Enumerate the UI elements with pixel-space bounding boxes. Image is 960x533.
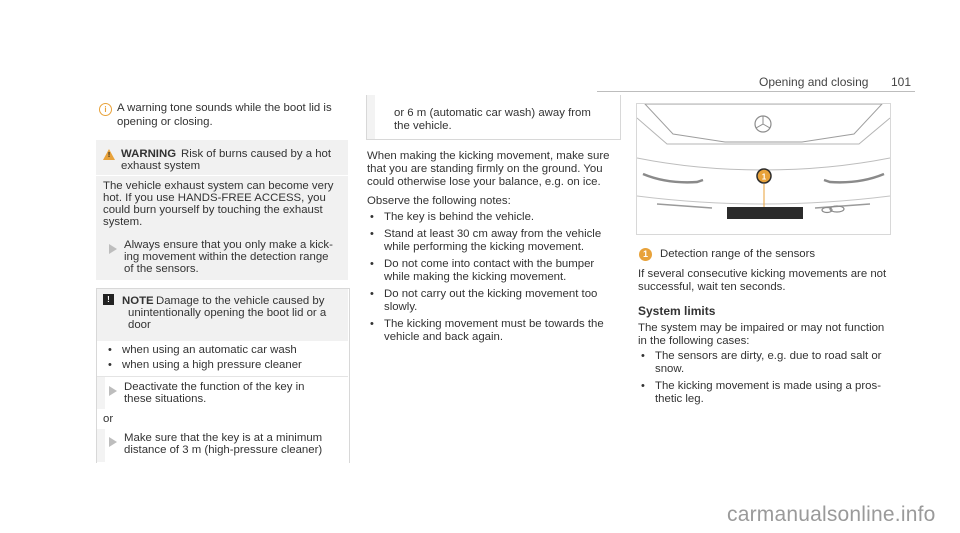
warning-title-2: exhaust system [121,160,201,172]
figure-frame [636,103,891,235]
bullet-dot: • [370,318,374,330]
warning-body-3: could burn yourself by touching the exhaust [103,204,323,216]
action-arrow-icon [109,437,117,447]
notice-action-2d: the vehicle. [394,120,452,132]
bullet-dot: • [370,228,374,240]
warning-label: WARNING [121,148,177,160]
notice-or: or [103,413,114,425]
middle-para-2: that you are standing firmly on the ground. You [367,163,603,175]
warning-title-1: Risk of burns caused by a hot [181,148,332,160]
right-para-2a: The system may be impaired or may not function [638,322,885,334]
warning-action-1: Always ensure that you only make a kick- [124,239,333,251]
right-para-2b: in the following cases: [638,335,750,347]
list-item [370,211,615,224]
notice-bullet-1-text: when using an automatic car wash [122,344,297,356]
action-arrow-icon [109,244,117,254]
list-item-text: The sensors are dirty, e.g. due to road salt or [655,350,882,362]
notice-inner-divider [97,376,348,377]
list-item [370,258,615,285]
list-item-text: The kicking movement must be towards the [384,318,604,330]
list-item [370,228,615,255]
list-item-text: The kicking movement is made using a pros- [655,380,882,392]
bullet-dot: • [108,344,112,356]
list-item-text: The key is behind the vehicle. [384,211,535,223]
warning-action-2: ing movement within the detection range [124,251,329,263]
list-item [370,318,615,345]
list-item-text: vehicle and back again. [384,331,504,344]
info-note-line-2: opening or closing. [117,116,213,128]
list-item-text: thetic leg. [655,393,704,406]
notice-label: NOTE [122,295,154,307]
notice-action-band-3 [367,95,375,139]
list-item [641,350,891,377]
notice-exclamation-icon: ! [103,294,114,305]
watermark-link[interactable]: carmanualsonline.info [727,503,936,526]
warning-body-2: hot. If you use HANDS-FREE ACCESS, you [103,192,326,204]
notice-action-2c: or 6 m (automatic car wash) away from [394,107,591,119]
figure-caption: Detection range of the sensors [660,248,816,260]
warning-exclamation: ! [107,152,111,159]
bullet-dot: • [641,350,645,362]
right-para-1b: successful, wait ten seconds. [638,281,786,293]
bullet-dot: • [108,359,112,371]
system-limits-heading: System limits [638,304,716,318]
bullet-dot: • [370,288,374,300]
list-item-text: while performing the kicking movement. [384,241,585,254]
list-item-text: Do not carry out the kicking movement too [384,288,598,300]
info-icon: i [99,103,112,116]
car-rear-illustration [637,104,890,234]
figure-callout-number: 1 [761,172,767,182]
list-item-text: slowly. [384,301,418,314]
notice-action-band-2 [97,429,105,462]
bullet-dot: • [370,211,374,223]
observe-line: Observe the following notes: [367,195,511,207]
notice-bullet-1 [108,344,338,357]
middle-para-3: could otherwise lose your balance, e.g. on ice. [367,176,601,188]
bullet-dot: • [641,380,645,392]
page-number: 101 [891,75,912,89]
notice-title-1: Damage to the vehicle caused by [156,295,325,307]
notice-title-3: door [128,319,151,331]
notice-action-1a: Deactivate the function of the key in [124,381,305,393]
list-item-text: Stand at least 30 cm away from the vehicle [384,228,602,240]
warning-body-1: The vehicle exhaust system can become very [103,180,334,192]
section-title: Opening and closing [759,75,869,89]
caption-number-badge: 1 [639,248,652,261]
notice-action-2a: Make sure that the key is at a minimum [124,432,323,444]
notice-action-band [97,377,105,409]
list-item-text: Do not come into contact with the bumper [384,258,595,270]
list-item [641,380,891,407]
notice-bullet-2 [108,359,338,372]
notice-bullet-2-text: when using a high pressure cleaner [122,359,302,371]
warning-action-3: of the sensors. [124,263,199,275]
list-item-text: snow. [655,363,685,376]
notice-title-2: unintentionally opening the boot lid or a [128,307,327,319]
list-item [370,288,615,315]
header-rule [597,91,915,92]
action-arrow-icon [109,386,117,396]
warning-body-4: system. [103,216,143,228]
notice-action-1b: these situations. [124,393,207,405]
info-note-line-1: A warning tone sounds while the boot lid is [117,102,332,114]
middle-para-1: When making the kicking movement, make sure [367,150,610,162]
bullet-dot: • [370,258,374,270]
warning-divider [96,175,348,176]
notice-action-2b: distance of 3 m (high-pressure cleaner) [124,444,323,456]
list-item-text: while making the kicking movement. [384,271,567,284]
right-para-1a: If several consecutive kicking movements are not [638,268,887,280]
